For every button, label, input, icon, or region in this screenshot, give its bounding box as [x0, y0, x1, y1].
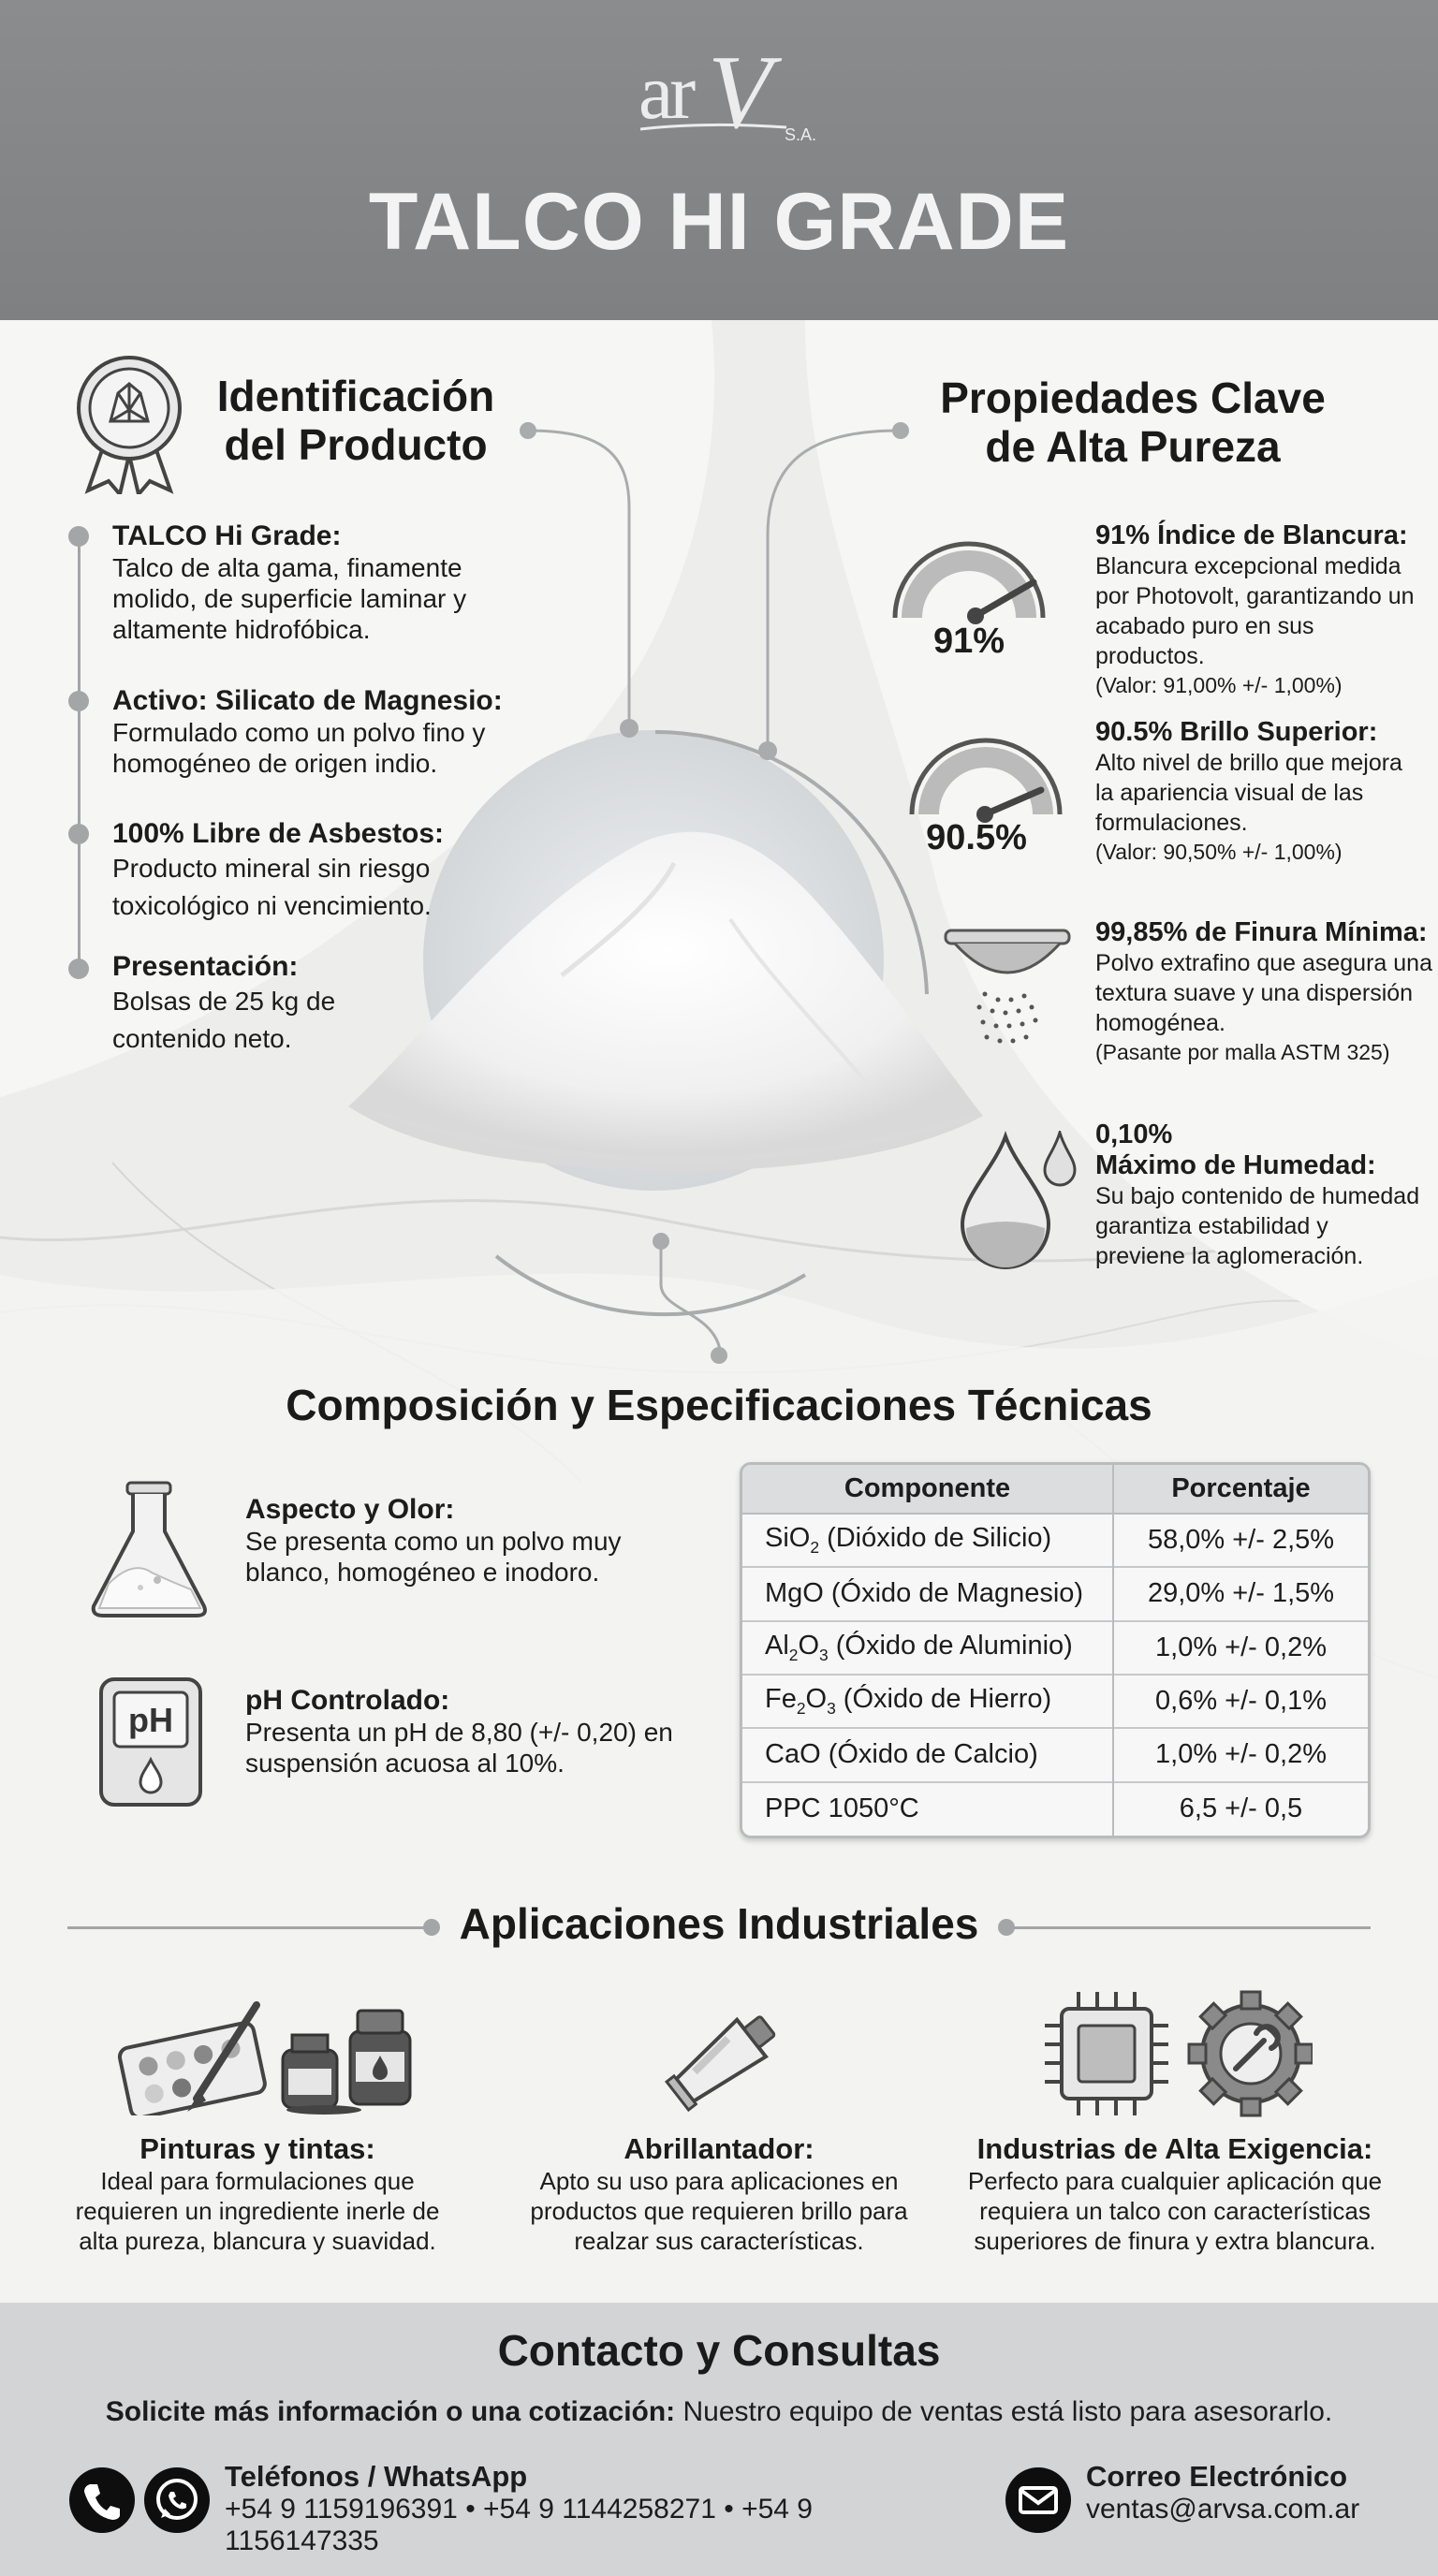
column-header: Porcentaje [1113, 1465, 1368, 1514]
bullet-dot [68, 691, 89, 711]
whiteness-gauge [882, 524, 1056, 674]
application-text: Perfecto para cualquier aplicación que requiera un talco con características superiores de finura y extra blancura. [967, 2167, 1383, 2255]
application-text: Apto su uso para aplicaciones en productos que requieren brillo para realzar sus características. [530, 2167, 908, 2255]
header-banner [0, 0, 1438, 320]
bullet-line [78, 535, 81, 972]
property-title: 90.5% Brillo Superior: [1095, 717, 1378, 747]
industry-icons [1041, 1988, 1313, 2119]
ph-text: Presenta un pH de 8,80 (+/- 0,20) en suspensión acuosa al 10%. [245, 1718, 673, 1778]
table-row [742, 1782, 1368, 1836]
identification-item [112, 818, 477, 925]
email-block [1086, 2460, 1404, 2525]
identification-item [112, 951, 393, 1058]
item-title: TALCO Hi Grade: [112, 520, 342, 551]
bullet-dot [68, 526, 89, 547]
contact-lead-bold: Solicite más información o una cotización: [105, 2396, 676, 2427]
property-item [1095, 717, 1404, 866]
ph-title: pH Controlado: [245, 1685, 450, 1716]
percentage-cell: 1,0% +/- 0,2% [1113, 1728, 1368, 1781]
composition-heading: Composición y Especificaciones Técnicas [286, 1381, 1152, 1429]
aspect-text: Se presenta como un polvo muy blanco, homogéneo e inodoro. [245, 1527, 622, 1587]
bullet-dot [68, 959, 89, 979]
item-text: Talco de alta gama, finamente molido, de superficie laminar y altamente hidrofóbica. [112, 553, 467, 644]
property-text: Su bajo contenido de humedad garantiza estabilidad y previene la aglomeración. [1095, 1183, 1420, 1269]
application-item [506, 2132, 932, 2256]
property-text: Alto nivel de brillo que mejora la apariencia visual de las formulaciones. [1095, 750, 1402, 836]
gauge-value: 90.5% [926, 818, 1027, 857]
email-icon [1005, 2467, 1071, 2533]
property-title: Máximo de Humedad: [1095, 1150, 1376, 1180]
aspect-block [245, 1494, 676, 1588]
column-header: Componente [742, 1465, 1113, 1514]
item-text: Bolsas de 25 kg de contenido neto. [112, 987, 336, 1053]
contact-footer [0, 2303, 1438, 2576]
table-row [742, 1675, 1368, 1728]
property-title: 99,85% de Finura Mínima: [1095, 917, 1428, 947]
property-item [1095, 917, 1432, 1066]
percentage-cell: 58,0% +/- 2,5% [1113, 1514, 1368, 1567]
property-title-value: 0,10% [1095, 1120, 1173, 1149]
flask-icon [86, 1479, 213, 1619]
quality-badge-icon [75, 354, 183, 494]
percentage-cell: 1,0% +/- 0,2% [1113, 1621, 1368, 1675]
contact-lead [0, 2396, 1438, 2428]
property-item [1095, 1120, 1423, 1271]
ph-block [245, 1685, 695, 1778]
identification-item [112, 520, 496, 645]
ph-meter-icon [97, 1676, 204, 1808]
property-title: 91% Índice de Blancura: [1095, 520, 1408, 550]
item-title: 100% Libre de Asbestos: [112, 818, 445, 849]
property-note: (Pasante por malla ASTM 325) [1095, 1040, 1390, 1064]
whatsapp-icon [144, 2467, 210, 2533]
logo-sa: S.A. [785, 125, 817, 144]
identification-heading: Identificación del Producto [216, 372, 495, 469]
phones-title: Teléfonos / WhatsApp [225, 2460, 528, 2493]
composition-table [740, 1462, 1371, 1838]
component-cell: MgO (Óxido de Magnesio) [742, 1567, 1113, 1620]
phone-icon [69, 2467, 135, 2533]
paint-palette-icon [116, 1994, 425, 2115]
sieve-icon [942, 927, 1073, 1048]
brightness-gauge [899, 721, 1073, 871]
component-cell: SiO$_2$ (Dióxido de Silicio) [742, 1514, 1113, 1567]
phones-block [225, 2460, 974, 2557]
property-text: Blancura excepcional medida por Photovolt, garantizando un acabado puro en sus productos. [1095, 553, 1415, 669]
item-title: Presentación: [112, 951, 299, 982]
properties-heading: Propiedades Clave de Alta Pureza [940, 373, 1326, 471]
page-title: TALCO HI GRADE [368, 177, 1070, 267]
table-row [742, 1728, 1368, 1781]
application-text: Ideal para formulaciones que requieren un ingrediente inerle de alta pureza, blancura y suavidad. [75, 2167, 440, 2255]
table-row [742, 1514, 1368, 1567]
gauge-icon [899, 721, 1073, 833]
contact-heading: Contacto y Consultas [497, 2326, 941, 2375]
applications-heading: Aplicaciones Industriales [459, 1899, 979, 1948]
logo-v: V [708, 47, 772, 150]
email-address[interactable]: ventas@arvsa.com.ar [1086, 2494, 1360, 2525]
aspect-title: Aspecto y Olor: [245, 1494, 455, 1525]
component-cell: CaO (Óxido de Calcio) [742, 1728, 1113, 1781]
percentage-cell: 6,5 +/- 0,5 [1113, 1782, 1368, 1836]
application-title: Abrillantador: [624, 2132, 814, 2165]
percentage-cell: 29,0% +/- 1,5% [1113, 1567, 1368, 1620]
droplet-icon [957, 1131, 1078, 1271]
property-note: (Valor: 91,00% +/- 1,00%) [1095, 673, 1343, 697]
table-row [742, 1567, 1368, 1620]
application-title: Pinturas y tintas: [139, 2132, 375, 2165]
item-title: Activo: Silicato de Magnesio: [112, 685, 503, 716]
property-text: Polvo extrafino que asegura una textura suave y una dispersión homogénea. [1095, 950, 1432, 1036]
property-note: (Valor: 90,50% +/- 1,00%) [1095, 840, 1343, 864]
phones-numbers[interactable]: +54 9 1159196391 • +54 9 1144258271 • +54 9 1156147335 [225, 2494, 813, 2556]
email-title: Correo Electrónico [1086, 2460, 1348, 2493]
logo-ar: ar [638, 49, 693, 136]
application-title: Industrias de Alta Exigencia: [976, 2132, 1373, 2165]
gauge-value: 91% [932, 622, 1005, 661]
chip-icon [1045, 1992, 1168, 2115]
ph-icon-text: pH [128, 1701, 173, 1739]
polish-tube-icon [655, 1998, 796, 2119]
component-cell: PPC 1050°C [742, 1782, 1113, 1836]
gauge-icon [882, 524, 1056, 637]
contact-lead-text: Nuestro equipo de ventas está listo para asesorarlo. [675, 2396, 1333, 2427]
percentage-cell: 0,6% +/- 0,1% [1113, 1675, 1368, 1728]
gear-icon [1189, 1992, 1313, 2115]
company-logo [637, 47, 824, 150]
property-item [1095, 520, 1425, 699]
identification-item [112, 685, 506, 779]
application-item [56, 2132, 459, 2256]
component-cell: $Al_2O_3$ (Óxido de Aluminio) [742, 1621, 1113, 1675]
item-text: Formulado como un polvo fino y homogéneo de origen indio. [112, 718, 486, 778]
item-text: Producto mineral sin riesgo toxicológico ni vencimiento. [112, 854, 432, 920]
bullet-dot [68, 824, 89, 844]
application-item [946, 2132, 1404, 2256]
component-cell: $Fe_2O_3$ (Óxido de Hierro) [742, 1675, 1113, 1728]
table-row [742, 1621, 1368, 1675]
